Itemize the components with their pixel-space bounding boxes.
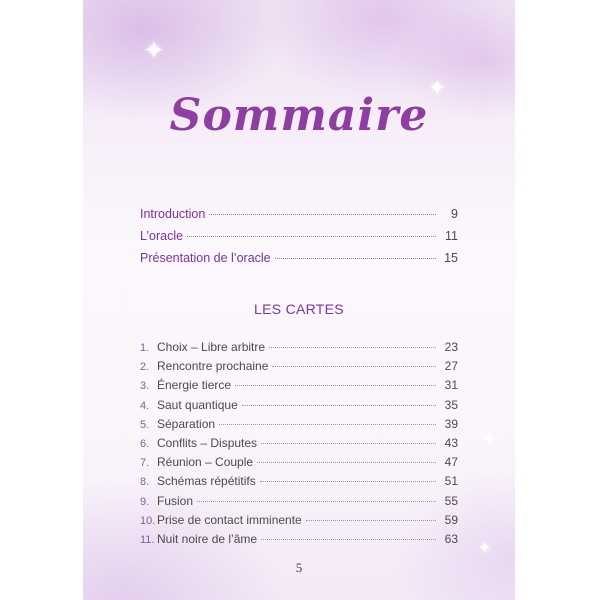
card-page: 47 bbox=[444, 455, 458, 470]
toc-entry-label: Présentation de l’oracle bbox=[140, 251, 271, 265]
toc-entry-page: 9 bbox=[451, 207, 458, 221]
card-page: 35 bbox=[444, 397, 458, 412]
card-page: 59 bbox=[444, 512, 458, 527]
sparkle-icon: ✦ bbox=[143, 36, 165, 66]
toc-entry-page: 15 bbox=[444, 251, 458, 265]
card-entry[interactable] bbox=[140, 436, 458, 455]
card-page: 23 bbox=[444, 340, 458, 354]
card-number: 4. bbox=[140, 399, 150, 412]
toc-entry[interactable] bbox=[140, 251, 458, 273]
card-page: 55 bbox=[444, 493, 458, 508]
toc-entry-page: 11 bbox=[445, 229, 458, 243]
card-entry[interactable] bbox=[140, 455, 458, 474]
intro-toc bbox=[140, 207, 458, 273]
card-page: 43 bbox=[444, 435, 458, 450]
card-number: 2. bbox=[140, 361, 150, 374]
dot-leader bbox=[269, 347, 436, 348]
card-number: 11. bbox=[140, 533, 155, 546]
card-label: Choix – Libre arbitre bbox=[157, 340, 266, 354]
card-entry[interactable] bbox=[140, 359, 458, 378]
card-entry[interactable] bbox=[140, 417, 458, 436]
card-page: 39 bbox=[444, 416, 458, 431]
card-entry[interactable] bbox=[140, 474, 458, 493]
dot-leader bbox=[261, 539, 436, 540]
dot-leader bbox=[209, 214, 436, 215]
sparkle-icon: ✦ bbox=[481, 428, 497, 449]
card-label: Schémas répétitifs bbox=[157, 474, 256, 489]
card-number: 9. bbox=[140, 495, 150, 508]
card-label: Séparation bbox=[157, 416, 216, 431]
dot-leader bbox=[260, 481, 436, 482]
card-label: Fusion bbox=[157, 493, 194, 508]
dot-leader bbox=[272, 366, 436, 367]
card-label: Rencontre prochaine bbox=[157, 359, 269, 374]
card-number: 1. bbox=[140, 342, 150, 354]
card-entry[interactable] bbox=[140, 340, 458, 359]
card-label: Prise de contact imminente bbox=[157, 512, 302, 527]
dot-leader bbox=[187, 236, 436, 237]
dot-leader bbox=[275, 258, 436, 259]
card-entry[interactable] bbox=[140, 378, 458, 397]
cards-toc bbox=[140, 340, 458, 551]
card-number: 5. bbox=[140, 418, 150, 431]
card-number: 7. bbox=[140, 457, 150, 470]
card-page: 51 bbox=[444, 474, 458, 489]
toc-entry[interactable] bbox=[140, 207, 458, 229]
toc-entry-label: Introduction bbox=[140, 207, 206, 221]
card-entry[interactable] bbox=[140, 398, 458, 417]
card-label: Réunion – Couple bbox=[157, 455, 254, 470]
sparkle-icon: ✦ bbox=[478, 538, 492, 557]
section-heading: LES CARTES bbox=[254, 301, 344, 317]
toc-entry-label: L’oracle bbox=[140, 229, 184, 243]
card-label: Conflits – Disputes bbox=[157, 435, 258, 450]
card-number: 6. bbox=[140, 437, 150, 450]
dot-leader bbox=[261, 443, 436, 444]
page-number: 5 bbox=[295, 560, 303, 575]
card-entry[interactable] bbox=[140, 494, 458, 513]
dot-leader bbox=[235, 385, 436, 386]
card-page: 31 bbox=[444, 378, 458, 393]
card-entry[interactable] bbox=[140, 513, 458, 532]
card-label: Nuit noire de l’âme bbox=[157, 531, 258, 546]
card-number: 10. bbox=[140, 514, 156, 527]
dot-leader bbox=[219, 424, 436, 425]
card-label: Énergie tierce bbox=[157, 378, 232, 393]
dot-leader bbox=[306, 520, 436, 521]
card-number: 8. bbox=[140, 476, 150, 489]
card-label: Saut quantique bbox=[157, 397, 238, 412]
card-number: 3. bbox=[140, 380, 150, 393]
book-page bbox=[83, 0, 515, 600]
card-page: 63 bbox=[444, 531, 458, 546]
dot-leader bbox=[257, 462, 436, 463]
card-entry[interactable] bbox=[140, 532, 458, 551]
dot-leader bbox=[197, 501, 436, 502]
sparkle-icon: ✦ bbox=[428, 76, 447, 101]
dot-leader bbox=[242, 405, 436, 406]
toc-entry[interactable] bbox=[140, 229, 458, 251]
page-title: Sommaire bbox=[169, 90, 429, 141]
card-page: 27 bbox=[444, 359, 458, 374]
